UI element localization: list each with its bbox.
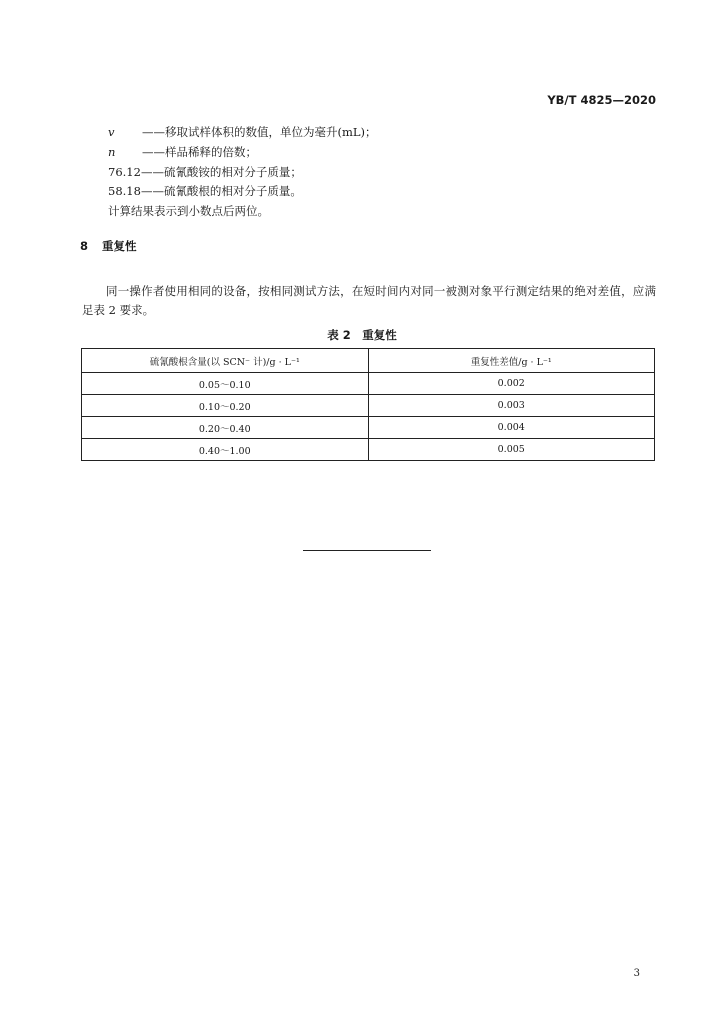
- body-paragraph: 同一操作者使用相同的设备，按相同测试方法，在短时间内对同一被测对象平行测定结果的绝对差值，应满足表 2 要求。: [82, 284, 656, 317]
- section-title: 重复性: [102, 239, 137, 253]
- variable-symbol: v: [108, 125, 115, 139]
- table-row: [82, 439, 655, 461]
- repeatability-table: [81, 348, 655, 461]
- table-caption: 表 2 重复性: [327, 328, 397, 342]
- table-cell: 0.20～0.40: [82, 417, 369, 439]
- standard-code: YB/T 4825—2020: [547, 93, 656, 107]
- variable-description: ——硫氰酸根的相对分子质量。: [140, 184, 302, 198]
- table-row: [82, 395, 655, 417]
- column-header-content: 硫氰酸根含量(以 SCN⁻ 计)/g · L⁻¹: [82, 349, 369, 373]
- table-cell: 0.005: [368, 439, 655, 461]
- variable-symbol: 76.12: [108, 165, 141, 179]
- variable-definition: [108, 144, 257, 160]
- end-of-document-line: [303, 550, 431, 551]
- table-cell: 0.003: [368, 395, 655, 417]
- table-row: [82, 417, 655, 439]
- table-header-row: [82, 349, 655, 373]
- variable-definition: [108, 124, 377, 140]
- column-header-repeatability: 重复性差值/g · L⁻¹: [368, 349, 655, 373]
- table-cell: 0.05～0.10: [82, 373, 369, 395]
- section-heading: [80, 238, 137, 254]
- table-cell: 0.10～0.20: [82, 395, 369, 417]
- variable-symbol: 58.18: [108, 184, 141, 198]
- table-cell: 0.004: [368, 417, 655, 439]
- page-number: 3: [633, 968, 640, 979]
- table-row: [82, 373, 655, 395]
- calculation-note: 计算结果表示到小数点后两位。: [108, 204, 269, 218]
- variable-definition: [108, 183, 302, 199]
- variable-description: ——移取试样体积的数值，单位为毫升(mL)；: [142, 125, 377, 139]
- variable-description: ——样品稀释的倍数；: [142, 145, 257, 159]
- section-number: 8: [80, 239, 89, 253]
- variable-symbol: n: [108, 145, 116, 159]
- variable-description: ——硫氰酸铵的相对分子质量；: [140, 165, 302, 179]
- variable-definition: [108, 164, 302, 180]
- table-cell: 0.40～1.00: [82, 439, 369, 461]
- table-cell: 0.002: [368, 373, 655, 395]
